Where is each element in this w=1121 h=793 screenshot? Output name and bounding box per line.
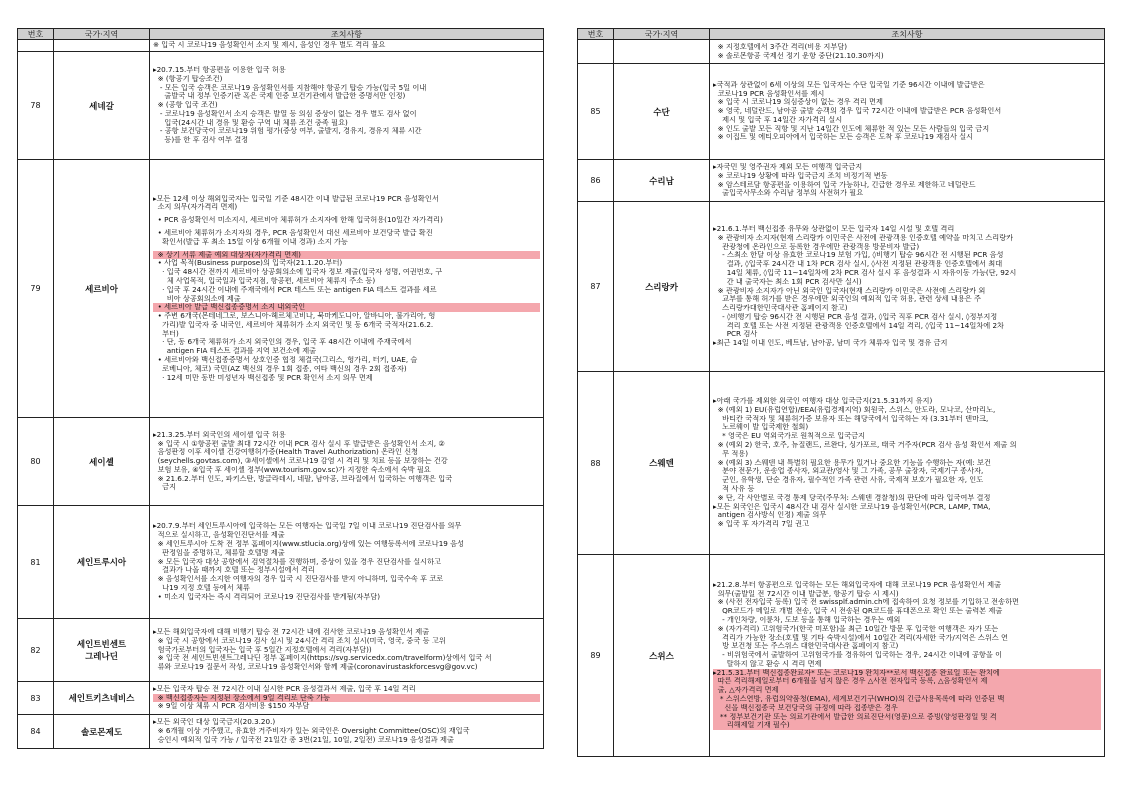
text-line: ※ 입국 시 ①항공편 출발 최대 72시간 이내 PCR 검사 실시 후 발급받은 음성확인서 소지, ②: [153, 439, 445, 448]
text-line: 관광청에 온라인으로 등록한 경우에만 관광객용 방문비자 발급): [713, 242, 920, 251]
text-line: 탈하지 않고 환승 시 격리 면제: [713, 659, 822, 668]
text-line: 군인, 유학생, 단순 경유자, 필수적인 가족 관련 사유, 국제적 보호가 필요한 자, 인도: [713, 476, 984, 485]
row-number: 89: [578, 555, 614, 757]
text-line: 간 내 출국자는 최소 1회 PCR 검사만 실시): [713, 277, 862, 286]
text-line: 부터): [153, 329, 179, 338]
text-line: 방 보건청 또는 주스위스 대한민국대사관 홈페이지 참고): [713, 642, 899, 651]
text-line: 바티칸 국적자 및 체류허가증 보유자 또는 해당국에서 입국하는 자 (3.31부터 덴마크,: [713, 414, 989, 423]
text-line: • PCR 음성확인서 미소지시, 세르비아 체류허가 소지자에 한해 입국허용(10일간 자가격리): [153, 216, 443, 225]
text-line: ▸아래 국가를 제외한 외국인 여행자 대상 입국금지(21.5.31까지 유지): [713, 397, 933, 406]
highlighted-text-line: ** 정부보건기관 또는 의료기관에서 발급한 의료진단서(영문)으로 증빙(양성판정일 및 격: [713, 713, 1101, 722]
highlighted-text-line: • 세르비아 발급 백신접종증명서 소지 내외국인: [153, 303, 540, 312]
text-line: 제시 및 입국 후 14일간 자가격리 실시: [713, 115, 843, 124]
country-name: 세이셸: [54, 418, 150, 506]
table-row: [578, 160, 1105, 202]
header-measures: 조치사항: [710, 29, 1105, 40]
text-line: 의무(출발일 전 72시간 이내 발급분, 항공기 탑승 시 제시): [713, 589, 899, 598]
text-line: ※ 음성확인서를 소지한 여행자의 경우 입국 시 진단검사를 받지 아니하며, 입국수속 후 코로: [153, 575, 444, 584]
text-line: 코로나19 PCR 음성확인서를 제시: [713, 89, 825, 98]
highlighted-text-line: ▸21.5.31.부터 백신접종완료자* 또는 코로나19 완치자**로서 백신접종 완료일 또는 완치에: [713, 669, 1101, 678]
row-number: 86: [578, 160, 614, 202]
text-line: ※ 관광비자 소지자가 아닌 외국인 입국자(현재 스리랑카 이민국은 사전에 스리랑카 외: [713, 286, 986, 295]
row-number: 80: [18, 418, 54, 506]
text-line: 분야 전문가, 운송업 종사자, 외교관/영사 및 그 가족, 공무 출장자, 국제기구 종사자,: [713, 467, 984, 476]
text-line: ※ (공항 입국 조건): [153, 101, 218, 110]
text-line: ▸20.7.9.부터 세인트루시아에 입국하는 모든 여행자는 입국일 7일 이내 코로나19 진단검사를 의무: [153, 522, 462, 531]
text-line: ※ (사전 전자입국 등록) 입국 전 swissplf.admin.ch에 접속하여 요청 정보를 기입하고 전송하면: [713, 598, 1019, 607]
header-country: 국가·지역: [614, 29, 710, 40]
text-line: ▸최근 14일 이내 인도, 베트남, 남아공, 남미 국가 체류자 입국 및 경유 금지: [713, 339, 948, 348]
header-measures: 조치사항: [150, 29, 544, 40]
measures-cell: [710, 555, 1105, 757]
text-line: ※ 단, 각 사안별로 국경 통제 당국(주무처: 스웨덴 경찰청)의 판단에 따라 입국여부 결정: [713, 493, 991, 502]
text-line: 교부를 통해 허가를 받은 경우에만 외국인의 예외적 입국 허용, 관련 상세 내용은 주: [713, 295, 981, 304]
row-number: 82: [18, 619, 54, 682]
text-line: (seychells.govtas.com), ③세이셸에서 코로나19 감염 시 격리 및 치료 등을 보장하는 건강: [153, 457, 448, 466]
table-row: [18, 52, 544, 160]
text-line: 로베니아, 체코) 국민(AZ 백신의 경우 1회 접종, 여타 백신의 경우 2회 접종자): [153, 364, 407, 373]
text-line: · 입국 48시간 전까지 세르비아 상공회의소에 입국자 정보 제출(입국자 성명, 여권번호, 구: [153, 268, 443, 277]
row-number: 85: [578, 64, 614, 160]
row-number: 81: [18, 506, 54, 619]
text-line: 승인시 예외적 입국 가능 / 입국전 21일간 총 3번(21일, 10일, 2일전) 코로나19 음성결과 제출: [153, 735, 454, 744]
header-country: 국가·지역: [54, 29, 150, 40]
country-name: [614, 40, 710, 64]
text-line: 판정임을 증명하고, 체류할 호텔명 제출: [153, 548, 285, 557]
text-line: 입국(24시간 내 경유 및 환승 구역 내 체류 조건 충족 필요): [153, 118, 348, 127]
header-no: 번호: [578, 29, 614, 40]
text-line: ▸모든 외국인은 입국시 48시간 내 검사 실시한 코로나19 음성확인서(PCR, LAMP, TMA,: [713, 502, 991, 511]
text-line: 적으로 실시하고, 음성확인진단서를 제출: [153, 531, 285, 540]
measures-cell: [150, 52, 544, 160]
measures-cell: [150, 682, 544, 715]
text-line: 격리가 가능한 장소(호텔 및 기타 숙박시설)에서 10일간 격리(자세한 국가/지역은 스위스 연: [713, 633, 1008, 642]
country-name: [54, 40, 150, 52]
text-line: 소지 의무(자가격리 면제): [153, 203, 238, 212]
text-line: 등)를 한 후 검사 여부 결정: [153, 136, 249, 145]
text-line: PCR 검사: [713, 330, 758, 339]
text-line: ※ 이집트 및 에티오피아에서 입국하는 모든 승객은 도착 후 코로나19 재검사 실시: [713, 133, 974, 142]
table-body-left: [18, 40, 544, 749]
text-line: antigen 검사방식 인정) 제출 의무: [713, 511, 827, 520]
country-name: 스웨덴: [614, 372, 710, 555]
country-name: 스위스: [614, 555, 710, 757]
measures-table-left: [17, 28, 544, 749]
text-line: ▸21.6.1.부터 백신접종 유무와 상관없이 모든 입국자 14일 시설 및 호텔 격리: [713, 224, 955, 233]
measures-cell: [150, 160, 544, 418]
text-line: ※ 21.6.2.부터 인도, 파키스탄, 방글라데시, 네팔, 남아공, 브라질에서 입국하는 여행객은 입국: [153, 474, 453, 483]
measures-cell: [150, 418, 544, 506]
measures-cell: [710, 64, 1105, 160]
measures-cell: [710, 202, 1105, 372]
text-line: 비아 상공회의소에 제출: [153, 294, 241, 303]
text-line: antigen FIA 테스트 결과를 지역 보건소에 제출: [153, 347, 317, 356]
text-line: ※ 입국 시 공항에서 코로나19 검사 실시 및 24시간 격리 조치 실시(미국, 영국, 중국 등 고위: [153, 636, 446, 645]
text-line: ※ 세인트루시아 도착 전 정부 홈페이지(www.stlucia.org)상에 있는 여행등록서에 코로나19 음성: [153, 540, 465, 548]
row-number: [18, 40, 54, 52]
table-body-right: [578, 40, 1105, 757]
text-line: 출발국 내 정부 인증기관 혹은 국제 인증 보건기관에서 발급한 증명서만 인정): [153, 92, 406, 101]
row-number: 79: [18, 160, 54, 418]
left-table-panel: [17, 28, 544, 758]
country-name: 세인트빈센트 그레나딘: [54, 619, 150, 682]
text-line: ※ 6개월 이상 거주했고, 유효한 거주비자가 있는 외국인은 Oversight Committee(OSC)의 재입국: [153, 727, 470, 736]
table-row: [578, 202, 1105, 372]
country-name: 수단: [614, 64, 710, 160]
row-number: [578, 40, 614, 64]
text-line: · 12세 미만 동반 미성년자 백신접종 및 PCR 확인서 소지 의무 면제: [153, 373, 373, 382]
text-line: ※ (자가격리) 고위험국가(한국 미포함)을 최근 10일간 방문 후 입국한 여행객은 자가 또는: [713, 624, 999, 633]
text-line: ※ 암스테르담 항공편을 이용하여 입국 가능하나, 긴급한 경우로 제한하고 네덜란드: [713, 180, 976, 189]
table-row: [578, 64, 1105, 160]
text-line: ※ 입국 시 코로나19 음성확인서 소지 및 제시, 음성인 경우 별도 격리 불요: [153, 41, 386, 50]
table-row: [18, 682, 544, 715]
text-line: 스리랑카대한민국대사관 홈페이지 참고): [713, 304, 848, 313]
text-line: ▸모든 해외입국자에 대해 비행기 탑승 전 72시간 내에 검사한 코로나19 음성확인서 제출: [153, 628, 430, 636]
row-number: 83: [18, 682, 54, 715]
text-line: ※ 입국 후 자가격리 7일 권고: [713, 520, 810, 529]
text-line: ※ 입국 시 코로나19 의심증상이 없는 경우 격리 면제: [713, 98, 883, 107]
text-line: ▸21.2.8.부터 항공편으로 입국하는 모든 해외입국자에 대해 코로나19 PCR 음성확인서 제출: [713, 580, 1002, 589]
highlighted-text-line: ※ 상기 서류 제출 예외 대상자(자가격리 면제): [153, 251, 540, 260]
table-row: [18, 506, 544, 619]
text-line: ※ 관광비자 소지자(현재 스리랑카 이민국은 사전에 관광객용 인증호텔 예약을 마치고 스리랑카: [713, 233, 1014, 242]
text-line: ※ (예외 2) 한국, 호주, 뉴질랜드, 르완다, 싱가포르, 태국 거주자(PCR 검사 음성 확인서 제출 의: [713, 441, 1017, 449]
text-line: ▸모든 외국인 대상 입국금지(20.3.20.): [153, 718, 276, 727]
text-line: 험국가로부터의 입국자는 입국 후 5일간 지정호텔에서 격리(자부담)): [153, 645, 372, 654]
measures-cell: [150, 506, 544, 619]
row-number: 88: [578, 372, 614, 555]
text-line: · 입국 후 24시간 이내에 주재국에서 PCR 테스트 또는 antigen FIA 테스트 결과를 세르: [153, 285, 437, 294]
text-line: • 주변 6개국(몬테네그로, 보스니아-헤르체고비나, 북마케도니아, 알바니아, 불가리아, 헝: [153, 312, 436, 321]
highlighted-text-line: 출, △자가격리 면제: [713, 686, 1101, 695]
text-line: ※ (예외 3) 스웨덴 내 특별히 필요한 용무가 있거나 중요한 기능을 수행하는 자(예: 보건: [713, 458, 991, 467]
text-line: ※ 지정호텔에서 3주간 격리(비용 지부담): [713, 42, 848, 51]
row-number: 87: [578, 202, 614, 372]
text-line: 무 적용): [713, 449, 749, 458]
text-line: ※ 9일 이상 체류 시 PCR 검사비용 $150 자부담: [153, 702, 310, 711]
text-line: QR코드가 메일로 개별 전송, 입국 시 전송된 QR코드를 휴대폰으로 확인 또는 출력본 제출: [713, 607, 1003, 616]
text-line: 출입국사무소와 수리남 정부의 사전허가 필요: [713, 189, 864, 198]
text-line: 음성판정 이후 세이셸 건강여행허가증(Health Travel Authorization) 온라인 신청: [153, 448, 419, 457]
text-line: - ◊비행기 탑승 96시간 전 시행된 PCR 음성 결과, ◊입국 직후 PCR 검사 실시, ◊정부지정: [713, 312, 998, 321]
measures-cell: [710, 160, 1105, 202]
table-row: [578, 372, 1105, 555]
row-number: 78: [18, 52, 54, 160]
highlighted-text-line: ※ 백신접종자는 지정된 장소에서 9일 격리로 단축 가능: [153, 694, 540, 703]
measures-cell: [150, 619, 544, 682]
text-line: 적 사유 등: [713, 484, 755, 493]
row-number: 84: [18, 715, 54, 749]
text-line: 보험 보유, ④입국 후 세이셸 정부(www.tourism.gov.sc)가 지정한 숙소에서 숙박 필요: [153, 465, 431, 474]
text-line: 결과, ◊입국후 24시간 내 1차 PCR 검사 실시, ◊사전 지정된 관광객용 인증호텔에서 최대: [713, 260, 1003, 269]
text-line: ▸모든 12세 이상 해외입국자는 입국일 기준 48시간 이내 발급된 코로나19 PCR 음성확인서: [153, 194, 439, 203]
text-line: 결과가 나올 때까지 호텔 또는 정부시설에서 격리: [153, 566, 315, 575]
text-line: - 공항 보건당국이 코로나19 위험 평가(증상 여부, 출발지, 경유지, 경유지 체류 시간: [153, 127, 422, 136]
country-name: 세네갈: [54, 52, 150, 160]
measures-cell: [150, 715, 544, 749]
text-line: 확인서(발급 후 최소 15일 이상 6개월 이내 경과) 소지 가능: [153, 237, 348, 246]
table-row: [18, 715, 544, 749]
country-name: 세르비아: [54, 160, 150, 418]
header-no: 번호: [18, 29, 54, 40]
table-row: [578, 555, 1105, 757]
text-line: ▸21.3.25.부터 외국인의 세이셸 입국 허용: [153, 430, 286, 439]
highlighted-text-line: * 스위스연방, 유럽의약품청(EMA), 세계보건기구(WHO)의 긴급사용목록에 따라 인증된 백: [713, 695, 1101, 704]
text-line: • 사업 목적(Business purpose)의 입국자(21.1.20.부터): [153, 259, 343, 268]
country-name: 스리랑카: [614, 202, 710, 372]
table-row: [18, 418, 544, 506]
measures-table-right: [577, 28, 1105, 757]
measures-cell: [710, 372, 1105, 555]
text-line: · 단, 동 6개국 체류허가 소지 외국인의 경우, 입국 후 48시간 이내에 주재국에서: [153, 338, 412, 347]
country-name: 세인트루시아: [54, 506, 150, 619]
text-line: 금지: [153, 483, 177, 492]
text-line: ▸국적과 상관없이 6세 이상의 모든 입국자는 수단 입국일 기준 96시간 이내에 발급받은: [713, 80, 985, 89]
text-line: • 세르비아 체류허가 소지자의 경우, PCR 음성확인서 대신 세르비아 보건당국 발급 확진: [153, 228, 433, 237]
highlighted-text-line: 따른 격리해제일로부터 6개월을 넘지 않은 경우 △사전 전자입국 등록, △음성확인서 제: [713, 677, 1101, 686]
text-line: • 미소지 입국자는 즉시 격리되어 코로나19 진단검사를 받게됨(자부담): [153, 592, 381, 601]
text-line: ※ 입국 전 세인트빈센트그레나딘 정부 홈페이지(https://svg.servicedx.com/travelform)상에서 입국 서: [153, 654, 492, 663]
text-line: 나19 지정 호텔 등에서 체류: [153, 583, 250, 592]
text-line: 노르웨이 발 입국제한 철회): [713, 423, 809, 432]
country-name: 수리남: [614, 160, 710, 202]
text-line: ※ (항공기 탑승조건): [153, 74, 223, 83]
text-line: ▸모든 입국자 탑승 전 72시간 이내 실시한 PCR 음성결과서 제출, 입국 후 14일 격리: [153, 684, 416, 693]
table-header-row: [18, 29, 544, 40]
text-line: ※ 영국, 네덜란드, 남아공 출발 승객의 경우 입국 72시간 이내에 발급받은 PCR 음성확인서: [713, 107, 1002, 116]
table-row: [18, 160, 544, 418]
text-line: * 영국은 EU 역외국가로 원칙적으로 입국금지: [713, 432, 865, 441]
table-row: [18, 40, 544, 52]
table-row: [578, 40, 1105, 64]
country-name: 세인트키츠네비스: [54, 682, 150, 715]
text-line: - 비위험국에서 출발하여 고위험국가를 경유하여 입국하는 경우, 24시간 이내에 공항을 이: [713, 651, 1003, 660]
text-line: ▸20.7.15.부터 항공편을 이용한 입국 허용: [153, 65, 286, 74]
table-row: [18, 619, 544, 682]
text-line: • 세르비아와 백신접종증명서 상호인증 협정 체결국(그리스, 헝가리, 터키, UAE, 슬: [153, 356, 418, 365]
measures-cell: [150, 40, 544, 52]
text-line: 가리)발 입국자 중 내국인, 세르비아 체류허가 소지 외국인 및 동 6개국 국적자(21.6.2.: [153, 320, 434, 329]
text-line: - 개인차량, 이륜차, 도보 등을 통해 입국하는 경우는 예외: [713, 615, 901, 624]
text-line: 격리 호텔 또는 사전 지정된 관광객용 인증호텔에서 14일 격리, ◊입국 11~14일차에 2차: [713, 321, 1005, 330]
text-line: ※ 솔로몬항공 국제선 정기 운항 중단(21.10.30까지): [713, 51, 884, 60]
text-line: 류와 코로나19 질문서 작성, 코로나19 음성확인서와 함께 제출(coronavirustaskforcesvg@gov.vc): [153, 663, 478, 672]
highlighted-text-line: 신을 백신접종국 보건당국의 규정에 따라 접종받은 경우: [713, 704, 1101, 713]
text-line: ※ 코로나19 상황에 따라 입국금지 조치 비정기적 변동: [713, 171, 888, 180]
right-table-panel: [577, 28, 1105, 758]
measures-cell: [710, 40, 1105, 64]
text-line: ※ 인도 출발 모든 직항 및 지난 14일간 인도에 체류한 적 있는 모든 사람들의 입국 금지: [713, 124, 990, 133]
text-line: 14일 체류, ◊입국 11~14일차에 2차 PCR 검사 실시 후 음성결과 시 자유이동 가능(단, 92시: [713, 268, 1017, 277]
text-line: - 코로나19 음성확인서 소지 승객은 발열 등 의심 증상이 없는 경우 별도 검사 없이: [153, 109, 417, 118]
table-header-row: [578, 29, 1105, 40]
text-line: - 모든 입국 승객은 코로나19 음성확인서를 지참해야 항공기 탑승 가능(입국 5일 이내: [153, 83, 427, 92]
highlighted-text-line: 리해제일 기재 필수): [713, 721, 1101, 730]
text-line: ※ (예외 1) EU(유럽연합)/EEA(유럽경제지역) 회원국, 스위스, 안도라, 모나코, 산마리노,: [713, 405, 996, 414]
text-line: 체 사업목적, 입국일과 입국지점, 항공편, 세르비아 체류지 주소 등): [153, 276, 376, 285]
text-line: ▸자국민 및 영주권자 제외 모든 여행객 입국금지: [713, 162, 863, 171]
country-name: 솔로몬제도: [54, 715, 150, 749]
text-line: - 스최소 한달 이상 유효한 코로나19 보험 가입, ◊비행기 탑승 96시간 전 시행된 PCR 음성: [713, 251, 1004, 260]
text-line: ※ 모든 입국자 대상 공항에서 검역절차를 진행하며, 증상이 있을 경우 진단검사를 실시하고: [153, 557, 441, 566]
